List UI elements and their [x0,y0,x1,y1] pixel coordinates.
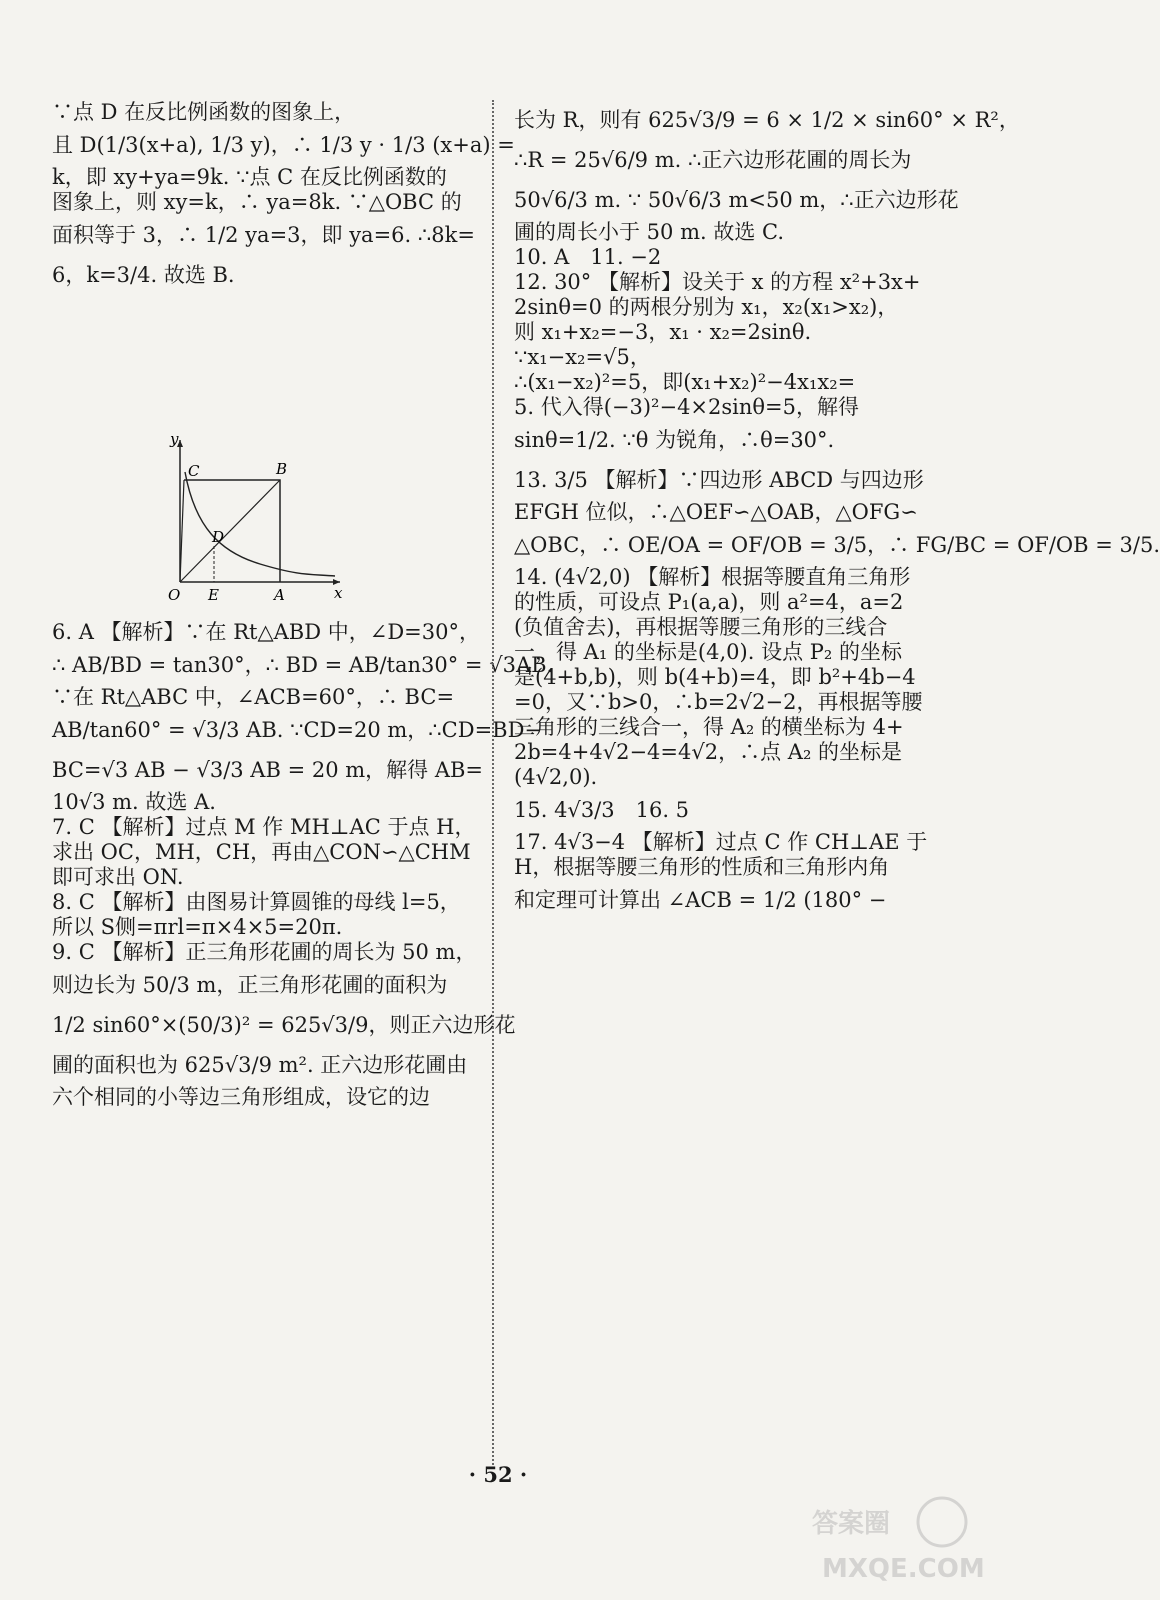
text-line: 2sinθ=0 的两根分别为 x₁，x₂(x₁>x₂)， [514,295,899,319]
text-line: sinθ=1/2. ∵θ 为锐角，∴θ=30°. [514,428,835,452]
answer-6-line: 6. A 【解析】∵在 Rt△ABD 中，∠D=30°， [52,620,480,644]
text-line: 圃的面积也为 625√3/9 m². 正六边形花圃由 [52,1053,468,1077]
text-line: 圃的周长小于 50 m. 故选 C. [514,220,785,244]
text-line: 三角形的三线合一，得 A₂ 的横坐标为 4+ [514,715,904,739]
label-o: O [168,586,181,604]
text-line: 一，得 A₁ 的坐标是(4,0). 设点 P₂ 的坐标 [514,640,902,664]
text-line: (4√2,0). [514,765,598,789]
text-line: ∴(x₁−x₂)²=5，即(x₁+x₂)²−4x₁x₂= [514,370,856,394]
text-line: △OBC，∴ OE/OA = OF/OB = 3/5，∴ FG/BC = OF/OB = 3/5. [514,533,1160,557]
watermark-logo [802,1482,985,1592]
answer-9-line: 9. C 【解析】正三角形花圃的周长为 50 m， [52,940,477,964]
hyperbola-figure [150,432,350,612]
watermark-text-url: MXQE.COM [822,1554,985,1584]
text-line: 是(4+b,b)，则 b(4+b)=4，即 b²+4b−4 [514,665,916,689]
column-divider [492,100,494,1465]
hyperbola-curve [185,472,335,576]
watermark-circle [918,1498,966,1546]
answer-7-line: 7. C 【解析】过点 M 作 MH⊥AC 于点 H， [52,815,476,839]
text-line: 图象上，则 xy=k，∴ ya=8k. ∵△OBC 的 [52,190,462,214]
text-line: 2b=4+4√2−4=4√2，∴点 A₂ 的坐标是 [514,740,903,764]
text-line: 面积等于 3，∴ 1/2 ya=3，即 ya=6. ∴8k= [52,223,475,247]
answer-15-16-line: 15. 4√3/3 16. 5 [514,798,690,822]
text-line: 5. 代入得(−3)²−4×2sinθ=5，解得 [514,395,860,419]
diagonal-ob [180,480,280,582]
label-d: D [212,528,225,546]
text-line: 六个相同的小等边三角形组成，设它的边 [52,1085,430,1109]
left-column-continued [52,620,554,1110]
answer-8-line: 8. C 【解析】由图易计算圆锥的母线 l=5， [52,890,461,914]
text-line: 的性质，可设点 P₁(a,a)，则 a²=4，a=2 [514,590,904,614]
text-line: ∵在 Rt△ABC 中，∠ACB=60°，∴ BC= [52,685,455,709]
text-line: EFGH 位似，∴△OEF∽△OAB，△OFG∽ [514,500,918,524]
left-column [52,100,515,295]
text-line: 10√3 m. 故选 A. [52,790,216,814]
text-line: 则 x₁+x₂=−3，x₁ · x₂=2sinθ. [514,320,812,344]
text-line: BC=√3 AB − √3/3 AB = 20 m，解得 AB= [52,758,484,782]
text-line: ∵点 D 在反比例函数的图象上， [52,100,356,124]
text-line: =0，又∵b>0，∴b=2√2−2，再根据等腰 [514,690,923,714]
text-line: 且 D(1/3(x+a), 1/3 y)，∴ 1/3 y · 1/3 (x+a) = [52,133,515,157]
text-line: ∴ AB/BD = tan30°，∴ BD = AB/tan30° = √3AB. [52,653,554,677]
answer-13-line: 13. 3/5 【解析】∵四边形 ABCD 与四边形 [514,468,924,492]
label-y: y [170,430,179,448]
text-line: 50√6/3 m. ∵ 50√6/3 m<50 m，∴正六边形花 [514,188,959,212]
answer-12-line: 12. 30° 【解析】设关于 x 的方程 x²+3x+ [514,270,921,294]
answer-10-11-line: 10. A 11. −2 [514,245,662,269]
label-e: E [208,586,219,604]
right-column [514,100,1160,920]
text-line: k，即 xy+ya=9k. ∵点 C 在反比例函数的 [52,165,447,189]
answer-14-line: 14. (4√2,0) 【解析】根据等腰直角三角形 [514,565,911,589]
label-b: B [276,460,288,478]
text-line: AB/tan60° = √3/3 AB. ∵CD=20 m，∴CD=BD− [52,718,543,742]
text-line: 则边长为 50/3 m，正三角形花圃的面积为 [52,973,448,997]
text-line: (负值舍去)，再根据等腰三角形的三线合 [514,615,888,639]
label-c: C [188,462,200,480]
text-line: 和定理可计算出 ∠ACB = 1/2 (180° − [514,888,887,912]
text-line: 所以 S侧=πrl=π×4×5=20π. [52,915,343,939]
text-line: 6，k=3/4. 故选 B. [52,263,235,287]
text-line: ∴R = 25√6/9 m. ∴正六边形花圃的周长为 [514,148,912,172]
watermark-text-cn: 答案圈 [812,1509,891,1539]
text-line: ∵x₁−x₂=√5， [514,345,651,369]
text-line: 即可求出 ON. [52,865,184,889]
answer-17-line: 17. 4√3−4 【解析】过点 C 作 CH⊥AE 于 [514,830,928,854]
text-line: 1/2 sin60°×(50/3)² = 625√3/9，则正六边形花 [52,1013,516,1037]
text-line: 长为 R，则有 625√3/9 = 6 × 1/2 × sin60° × R²， [514,108,1020,132]
label-a: A [274,586,285,604]
text-line: 求出 OC，MH，CH，再由△CON∽△CHM [52,840,471,864]
page-number: · 52 · [468,1462,528,1487]
text-line: H，根据等腰三角形的性质和三角形内角 [514,855,890,879]
label-x: x [334,584,343,602]
